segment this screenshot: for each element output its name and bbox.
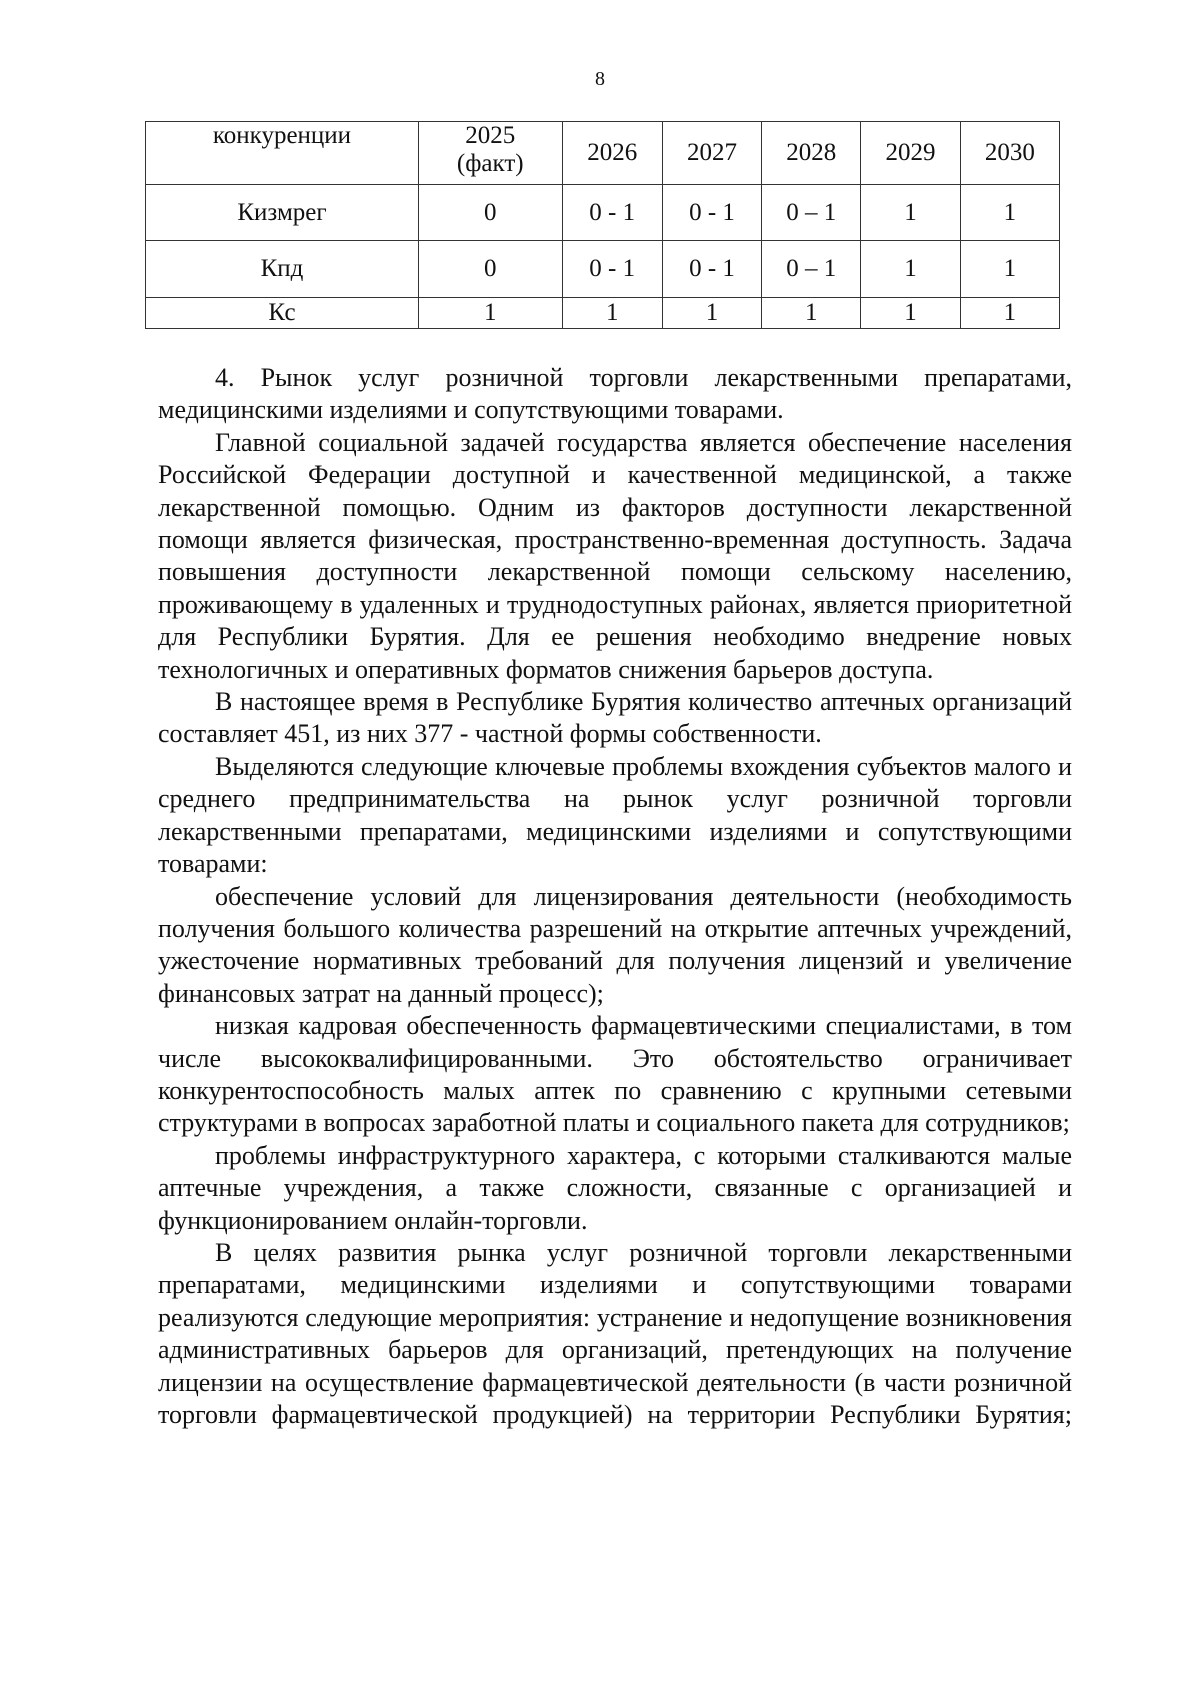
value-cell: 1 [960,185,1059,241]
header-year-note: (факт) [456,150,524,177]
table-header-row [146,122,1060,185]
section-heading-paragraph: 4. Рынок услуг розничной торговли лекарственными препаратами, медицинскими изделиями и сопутствующими товарами. [158,363,1072,425]
header-year-cell: 2026 [562,122,662,185]
paragraph: В настоящее время в Республике Бурятия количество аптечных организаций составляет 451, из них 377 - частной формы собственности. [158,687,1072,749]
value-cell: 0 - 1 [662,241,761,298]
body-text [158,362,1072,1431]
table-row [146,241,1060,298]
header-name-cell: конкуренции [146,122,419,185]
paragraph: Главной социальной задачей государства является обеспечение населения Российской Федерации доступной и качественной медицинской, а также лекарственной помощью. Одним из факторов доступности лекарственной помощи является физическая, пространственно-временная доступность. Задача повышения доступности лекарственной помощи сельскому населению, проживающему в удаленных и труднодоступных районах, является приоритетной для Республики Бурятия. Для ее решения необходимо внедрение новых технологичных и оперативных форматов снижения барьеров доступа. [158,427,1072,684]
header-year-cell: 2027 [662,122,761,185]
value-cell: 0 – 1 [762,185,861,241]
row-name-cell: Кс [146,298,419,329]
value-cell: 1 [861,185,960,241]
value-cell: 1 [861,298,960,329]
value-cell: 0 [419,241,563,298]
value-cell: 0 - 1 [562,185,662,241]
value-cell: 1 [662,298,761,329]
value-cell: 0 [419,185,563,241]
value-cell: 1 [960,298,1059,329]
value-cell: 0 - 1 [562,241,662,298]
paragraph: В целях развития рынка услуг розничной торговли лекарственными препаратами, медицинскими изделиями и сопутствующими товарами реализуются следующие мероприятия: устранение и недопущение возникновения административных барьеров для организаций, претендующих на получение лицензии на осуществление фармацевтической деятельности (в части розничной торговли фармацевтической продукцией) на территории Республики Бурятия; [158,1237,1072,1429]
value-cell: 0 - 1 [662,185,761,241]
list-item-paragraph: низкая кадровая обеспеченность фармацевтическими специалистами, в том числе высококвалифицированными. Это обстоятельство ограничивает конкурентоспособность малых аптек по сравнению с крупными сетевыми структурами в вопросах заработной платы и социального пакета для сотрудников; [158,1011,1072,1138]
value-cell: 1 [419,298,563,329]
indicators-table [145,121,1060,329]
header-year-cell: 2028 [762,122,861,185]
header-year-cell: 2030 [960,122,1059,185]
row-name-cell: Кпд [146,241,419,298]
header-year-cell [419,122,563,185]
page-number: 8 [595,68,605,90]
value-cell: 1 [861,241,960,298]
paragraph: Выделяются следующие ключевые проблемы вхождения субъектов малого и среднего предпринимательства на рынок услуг розничной торговли лекарственными препаратами, медицинскими изделиями и сопутствующими товарами: [158,751,1072,879]
value-cell: 1 [762,298,861,329]
value-cell: 1 [960,241,1059,298]
table-row [146,298,1060,329]
list-item-paragraph: проблемы инфраструктурного характера, с которыми сталкиваются малые аптечные учреждения, а также сложности, связанные с организацией и функционированием онлайн-торговли. [158,1140,1072,1235]
table-row [146,185,1060,241]
list-item-paragraph: обеспечение условий для лицензирования деятельности (необходимость получения большого количества разрешений на открытие аптечных учреждений, ужесточение нормативных требований для получения лицензий и увеличение финансовых затрат на данный процесс); [158,881,1072,1008]
header-year-cell: 2029 [861,122,960,185]
row-name-cell: Кизмрег [146,185,419,241]
value-cell: 0 – 1 [762,241,861,298]
header-year: 2025 [465,122,516,149]
value-cell: 1 [562,298,662,329]
